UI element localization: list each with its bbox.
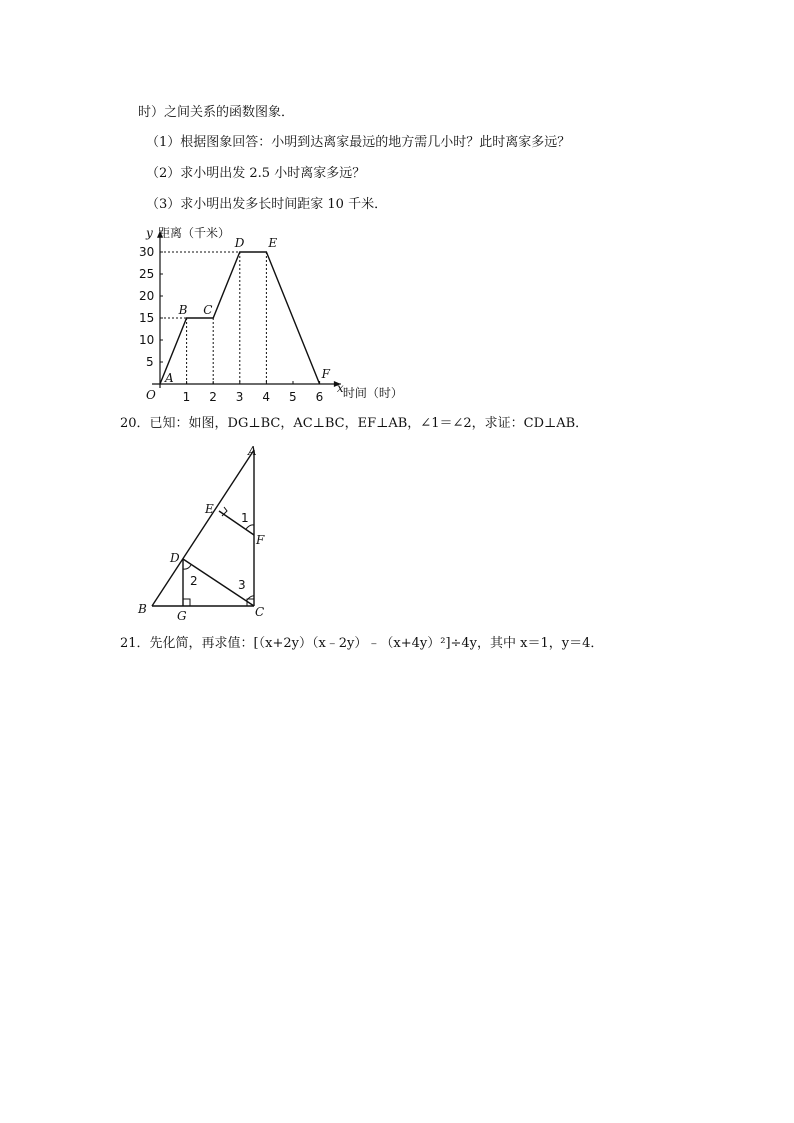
distance-time-graph [120,222,440,408]
segment-EF [219,511,254,535]
label-F: F [256,533,265,547]
point-label-E: E [268,236,278,250]
label-G: G [177,609,187,623]
angle-arc-2 [183,565,191,569]
x-axis-letter: x [336,381,344,395]
y-tick-label: 15 [139,311,155,325]
q19-intro: 时）之间关系的函数图象． [138,105,295,120]
point-label-C: C [203,303,213,317]
y-tick-label: 10 [139,333,155,347]
x-axis-label: 时间（时） [342,386,403,400]
angle-label-3: 3 [238,578,246,592]
x-tick-label: 1 [182,390,191,404]
angle-label-2: 2 [190,574,198,588]
y-axis-letter: y [146,225,153,240]
q19-part2: （2）求小明出发 2.5 小时离家多远？ [146,166,366,181]
origin-label: O [146,388,156,402]
angle-arc-3 [246,596,254,601]
x-tick-label: 6 [315,390,324,404]
y-tick-label: 5 [146,355,154,369]
point-label-D: D [234,236,245,250]
triangle-figure [130,440,280,625]
label-C: C [255,605,265,619]
label-E: E [205,502,214,516]
x-tick-label: 2 [209,390,217,404]
y-axis-label: 距离（千米） [158,225,231,240]
y-tick-label: 25 [139,267,155,281]
y-tick-label: 30 [139,245,155,259]
q19-part1: （1）根据图象回答：小明到达离家最远的地方需几小时？此时离家多远？ [146,135,571,150]
label-B: B [138,602,147,616]
y-tick-label: 20 [139,289,155,303]
q21-statement: 21．先化简，再求值：[（x+2y）（x﹣2y）﹣（x+4y）²]÷4y，其中 x＝1，y＝4． [120,636,604,651]
angle-label-1: 1 [241,511,249,525]
label-A: A [248,444,257,458]
point-label-B: B [178,303,188,317]
right-angle-G [183,599,190,606]
point-label-A: A [165,371,174,385]
x-tick-label: 3 [235,390,244,404]
angle-arc-1 [246,525,254,529]
q20-statement: 20．已知：如图，DG⊥BC，AC⊥BC，EF⊥AB，∠1＝∠2，求证：CD⊥AB． [120,416,589,431]
x-tick-label: 5 [289,390,297,404]
label-D: D [170,551,180,565]
point-label-F: F [321,367,330,381]
q19-part3: （3）求小明出发多长时间距家 10 千米． [146,197,388,212]
x-tick-label: 4 [262,390,271,404]
